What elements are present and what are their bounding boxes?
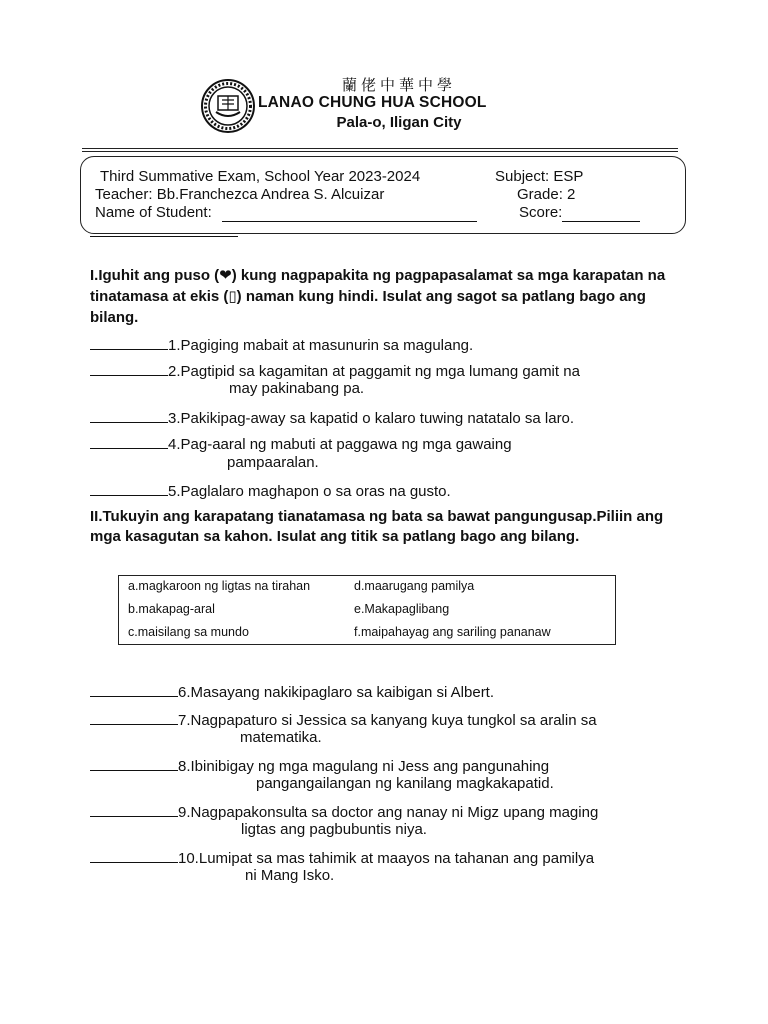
- school-name: LANAO CHUNG HUA SCHOOL: [258, 94, 487, 111]
- question-2: [90, 361, 580, 381]
- score-label: Score:: [519, 204, 563, 221]
- chinese-school-name: 蘭佬中華中學: [341, 76, 456, 94]
- score-blank[interactable]: [562, 204, 640, 222]
- choice-a: a.magkaroon ng ligtas na tirahan: [128, 579, 311, 593]
- exam-info-box: [80, 156, 686, 234]
- choice-e: e.Makapaglibang: [354, 602, 450, 616]
- question-3: [90, 408, 574, 428]
- answer-blank-1[interactable]: [90, 335, 168, 350]
- choice-b: b.makapag-aral: [128, 602, 215, 616]
- question-7-text: 7.Nagpapaturo si Jessica sa kanyang kuya tungkol sa aralin sa: [178, 712, 597, 729]
- question-8-text: 8.Ibinibigay ng mga magulang ni Jess ang pangunahing: [178, 758, 550, 775]
- answer-blank-10[interactable]: [90, 848, 178, 863]
- question-5-text: 5.Paglalaro maghapon o sa oras na gusto.: [168, 483, 451, 500]
- answer-blank-4[interactable]: [90, 434, 168, 449]
- question-6-text: 6.Masayang nakikipaglaro sa kaibigan si Albert.: [178, 684, 495, 701]
- question-2-continued: may pakinabang pa.: [229, 380, 365, 397]
- choice-d: d.maarugang pamilya: [354, 579, 475, 593]
- school-header: [0, 74, 768, 134]
- answer-blank-2[interactable]: [90, 361, 168, 376]
- choice-c: c.maisilang sa mundo: [128, 625, 249, 639]
- question-4-text: 4.Pag-aaral ng mabuti at paggawa ng mga gawaing: [168, 436, 512, 453]
- answer-blank-8[interactable]: [90, 756, 178, 771]
- student-name-row: [95, 204, 477, 222]
- question-2-text: 2.Pagtipid sa kagamitan at paggamit ng mga lumang gamit na: [168, 363, 580, 380]
- question-6: [90, 682, 494, 702]
- question-8-continued: pangangailangan ng kanilang magkakapatid.: [256, 775, 554, 792]
- question-9-continued: ligtas ang pagbubuntis niya.: [241, 821, 427, 838]
- grade-label: Grade: 2: [517, 186, 576, 203]
- question-10: [90, 848, 594, 868]
- subject-label: Subject: ESP: [495, 168, 584, 185]
- choice-f: f.maipahayag ang sariling pananaw: [354, 625, 551, 639]
- school-location: Pala-o, Iligan City: [336, 114, 462, 131]
- question-5: [90, 481, 451, 501]
- question-10-text: 10.Lumipat sa mas tahimik at maayos na tahanan ang pamilya: [178, 850, 595, 867]
- header-divider-top: [82, 148, 678, 149]
- question-4-continued: pampaaralan.: [227, 454, 319, 471]
- question-4: [90, 434, 512, 454]
- exam-title: Third Summative Exam, School Year 2023-2024: [100, 168, 421, 185]
- question-9: [90, 802, 598, 822]
- student-name-label: Name of Student:: [95, 204, 212, 221]
- question-9-text: 9.Nagpapakonsulta sa doctor ang nanay ni Migz upang maging: [178, 804, 599, 821]
- answer-blank-7[interactable]: [90, 710, 178, 725]
- name-line-extension: [90, 236, 238, 237]
- question-7-continued: matematika.: [240, 729, 322, 746]
- part2-instruction: II.Tukuyin ang karapatang tianatamasa ng bata sa bawat pangungusap.Piliin ang mga kasagutan sa kahon. Isulat ang titik sa patlang bago ang bilang.: [90, 508, 664, 545]
- question-1-text: 1.Pagiging mabait at masunurin sa magulang.: [168, 337, 474, 354]
- question-8: [90, 756, 549, 776]
- answer-blank-5[interactable]: [90, 481, 168, 496]
- part1-instruction: I.Iguhit ang puso (❤) kung nagpapakita ng pagpapasalamat sa mga karapatan na tinatamasa at ekis (▯) naman kung hindi. Isulat ang sagot sa patlang bago ang bilang.: [90, 267, 666, 326]
- answer-blank-9[interactable]: [90, 802, 178, 817]
- student-name-blank[interactable]: [222, 204, 477, 222]
- question-3-text: 3.Pakikipag-away sa kapatid o kalaro tuwing natatalo sa laro.: [168, 410, 575, 427]
- question-1: [90, 335, 473, 355]
- choices-box: [118, 575, 616, 645]
- answer-blank-3[interactable]: [90, 408, 168, 423]
- question-10-continued: ni Mang Isko.: [245, 867, 335, 884]
- question-7: [90, 710, 597, 730]
- score-row: [519, 204, 640, 222]
- answer-blank-6[interactable]: [90, 682, 178, 697]
- teacher-label: Teacher: Bb.Franchezca Andrea S. Alcuizar: [95, 186, 385, 203]
- header-divider-bottom: [82, 151, 678, 152]
